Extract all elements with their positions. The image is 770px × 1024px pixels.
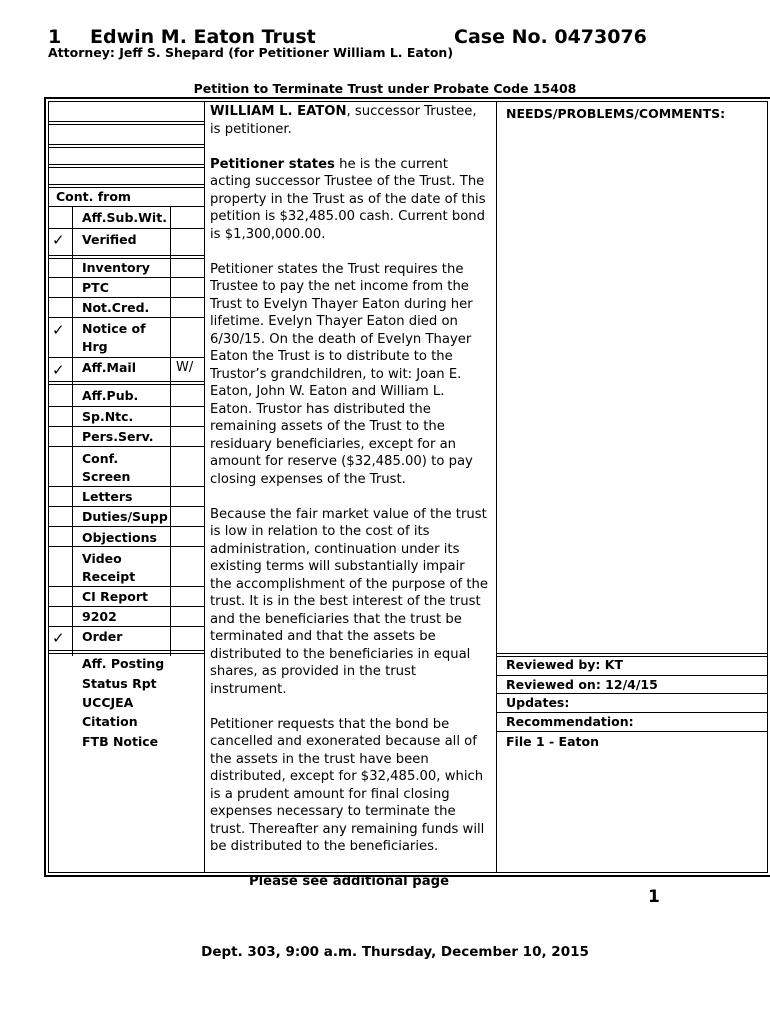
- checklist-status-rpt: Status Rpt: [82, 676, 157, 691]
- checklist-aff-mail: Aff.Mail: [82, 360, 136, 375]
- checklist-sp-ntc: Sp.Ntc.: [82, 409, 134, 424]
- updates-label: Updates:: [506, 695, 570, 710]
- petition-title: Petition to Terminate Trust under Probate Code 15408: [193, 81, 577, 96]
- reviewed-by: Reviewed by: KT: [506, 657, 623, 672]
- checklist-order: Order: [82, 629, 123, 644]
- cont-from-label: Cont. from: [56, 189, 131, 204]
- checklist-notice-of-hrg: Notice of Hrg: [82, 321, 146, 354]
- checklist-aff-pub: Aff.Pub.: [82, 388, 139, 403]
- paragraph-petitioner-states: Petitioner states he is the current acting successor Trustee of the Trust. The property in the Trust as of the date of this petition is $32,485.00 cash. Current bond is $1,300,000.00.: [210, 156, 486, 242]
- checklist-inventory: Inventory: [82, 260, 150, 275]
- checklist-aff-sub-wit: Aff.Sub.Wit.: [82, 210, 167, 225]
- column-divider-left: [204, 101, 205, 873]
- checklist-ftb-notice: FTB Notice: [82, 734, 159, 749]
- column-divider-right: [496, 101, 497, 873]
- item-number: 1: [48, 26, 62, 48]
- paragraph-petitioner: WILLIAM L. EATON, successor Trustee, is petitioner.: [210, 104, 477, 137]
- checklist-aff-posting: Aff. Posting: [82, 656, 165, 671]
- see-additional-page: Please see additional page: [248, 874, 450, 889]
- case-number: Case No. 0473076: [454, 26, 647, 48]
- page-number: 1: [648, 887, 660, 907]
- check-mark-icon: ✓: [52, 321, 65, 339]
- note-column-divider: [170, 206, 171, 656]
- hearing-footer: Dept. 303, 9:00 a.m. Thursday, December 10, 2015: [201, 944, 589, 960]
- needs-problems-comments-heading: NEEDS/PROBLEMS/COMMENTS:: [506, 106, 726, 121]
- checklist-ptc: PTC: [82, 280, 109, 295]
- checklist-uccjea: UCCJEA: [82, 695, 134, 710]
- check-mark-icon: ✓: [52, 629, 65, 647]
- case-title: Edwin M. Eaton Trust: [90, 26, 316, 48]
- paragraph-trust-requirements: Petitioner states the Trust requires the Trustee to pay the net income from the Trust to Evelyn Thayer Eaton during her lifetime. Evelyn Thayer Eaton died on 6/30/15. On the death of Evelyn Thayer Eaton the Trust is to distribute to the Trustor’s grandchildren, to wit: Joan E. Eaton, John W. Eaton and William L. Eaton. Trustor has distributed the remaining assets of the Trust to the residuary beneficiaries, except for an amount for reserve ($32,485.00) to pay closing expenses of the Trust.: [210, 261, 473, 487]
- paragraph-fair-market-value: Because the fair market value of the trust is low in relation to the cost of its administration, continuation under its existing terms will substantially impair the accomplishment of the purpose of the trust. It is in the best interest of the trust and the beneficiaries that the trust be terminated and that the assets be distributed to the beneficiaries in equal shares, as provided in the trust instrument.: [210, 506, 488, 697]
- checklist-citation: Citation: [82, 714, 138, 729]
- paragraph-bond-request: Petitioner requests that the bond be cancelled and exonerated because all of the assets in the trust have been distributed, except for $32,485.00, which is a prudent amount for final closing expenses necessary to terminate the trust. Thereafter any remaining funds will be distributed to the beneficiaries.: [210, 716, 485, 854]
- petitioner-name: WILLIAM L. EATON: [210, 104, 347, 119]
- check-mark-icon: ✓: [52, 361, 65, 379]
- check-column-divider: [72, 206, 73, 656]
- recommendation-label: Recommendation:: [506, 714, 634, 729]
- aff-mail-note: W/: [176, 360, 194, 375]
- checklist-video-receipt: Video Receipt: [82, 551, 136, 584]
- check-mark-icon: ✓: [52, 231, 65, 249]
- petition-body: [210, 103, 488, 891]
- checklist-conf-screen: Conf. Screen: [82, 451, 131, 484]
- checklist-verified: Verified: [82, 232, 137, 247]
- checklist-pers-serv: Pers.Serv.: [82, 429, 154, 444]
- reviewed-on: Reviewed on: 12/4/15: [506, 677, 658, 692]
- checklist-ci-report: CI Report: [82, 589, 148, 604]
- checklist-duties-supp: Duties/Supp: [82, 509, 168, 524]
- attorney-line: Attorney: Jeff S. Shepard (for Petitioner William L. Eaton): [48, 45, 454, 60]
- checklist-objections: Objections: [82, 530, 157, 545]
- checklist-not-cred: Not.Cred.: [82, 300, 150, 315]
- checklist-9202: 9202: [82, 609, 117, 624]
- file-label: File 1 - Eaton: [506, 734, 599, 749]
- checklist-letters: Letters: [82, 489, 133, 504]
